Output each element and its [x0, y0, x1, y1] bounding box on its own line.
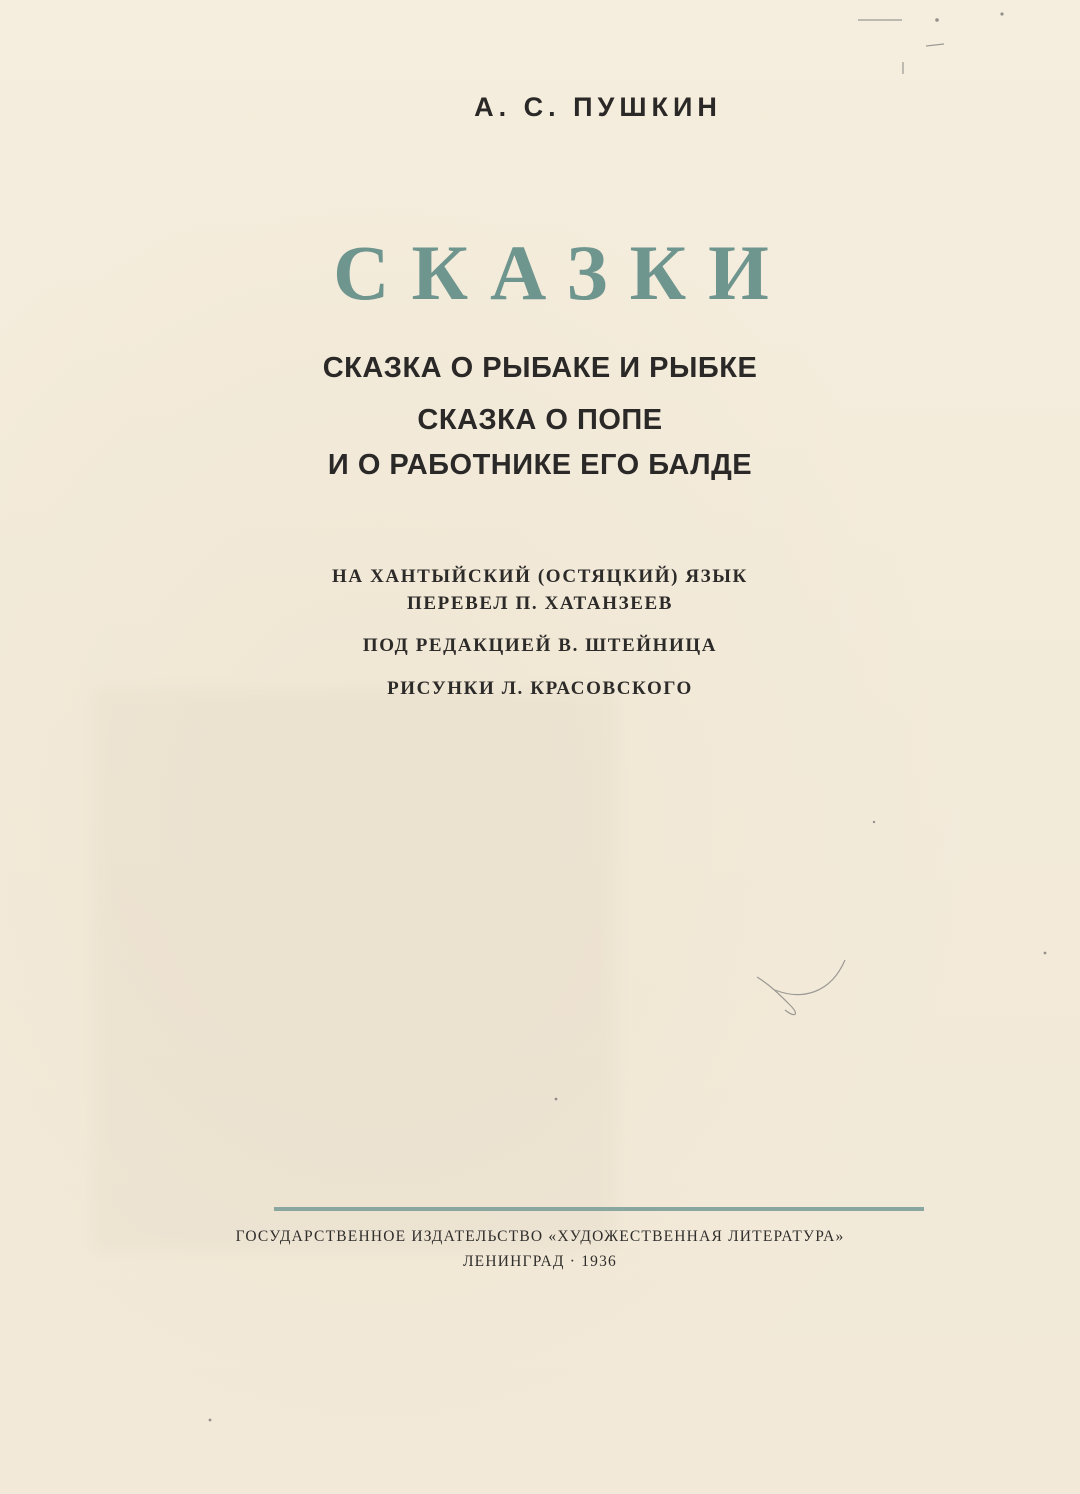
- divider-rule: [274, 1207, 924, 1211]
- contents-item-1: СКАЗКА О РЫБАКЕ И РЫБКЕ: [322, 352, 758, 384]
- book-title: СКАЗКИ: [333, 229, 791, 316]
- pencil-checkmark: [757, 960, 845, 1015]
- show-through-stain: [95, 690, 615, 1250]
- speck: [209, 1419, 212, 1422]
- credit-language: НА ХАНТЫЙСКИЙ (ОСТЯЦКИЙ) ЯЗЫК: [332, 566, 748, 587]
- publisher-name: ГОСУДАРСТВЕННОЕ ИЗДАТЕЛЬСТВО «ХУДОЖЕСТВЕННАЯ ЛИТЕРАТУРА»: [235, 1228, 845, 1245]
- speck: [873, 821, 875, 823]
- author-name: А. С. ПУШКИН: [474, 92, 722, 122]
- pencil-mark-dash: [926, 44, 944, 46]
- speck: [1044, 952, 1047, 955]
- speck: [1000, 12, 1003, 15]
- credit-editor: ПОД РЕДАКЦИЕЙ В. ШТЕЙНИЦА: [362, 635, 718, 656]
- credit-illustrator: РИСУНКИ Л. КРАСОВСКОГО: [387, 678, 693, 699]
- credit-translator: ПЕРЕВЕЛ П. ХАТАНЗЕЕВ: [406, 593, 674, 614]
- speck: [935, 18, 939, 22]
- contents-item-3: И О РАБОТНИКЕ ЕГО БАЛДЕ: [327, 449, 753, 481]
- publisher-place-year: ЛЕНИНГРАД · 1936: [462, 1253, 618, 1270]
- contents-item-2: СКАЗКА О ПОПЕ: [417, 404, 663, 436]
